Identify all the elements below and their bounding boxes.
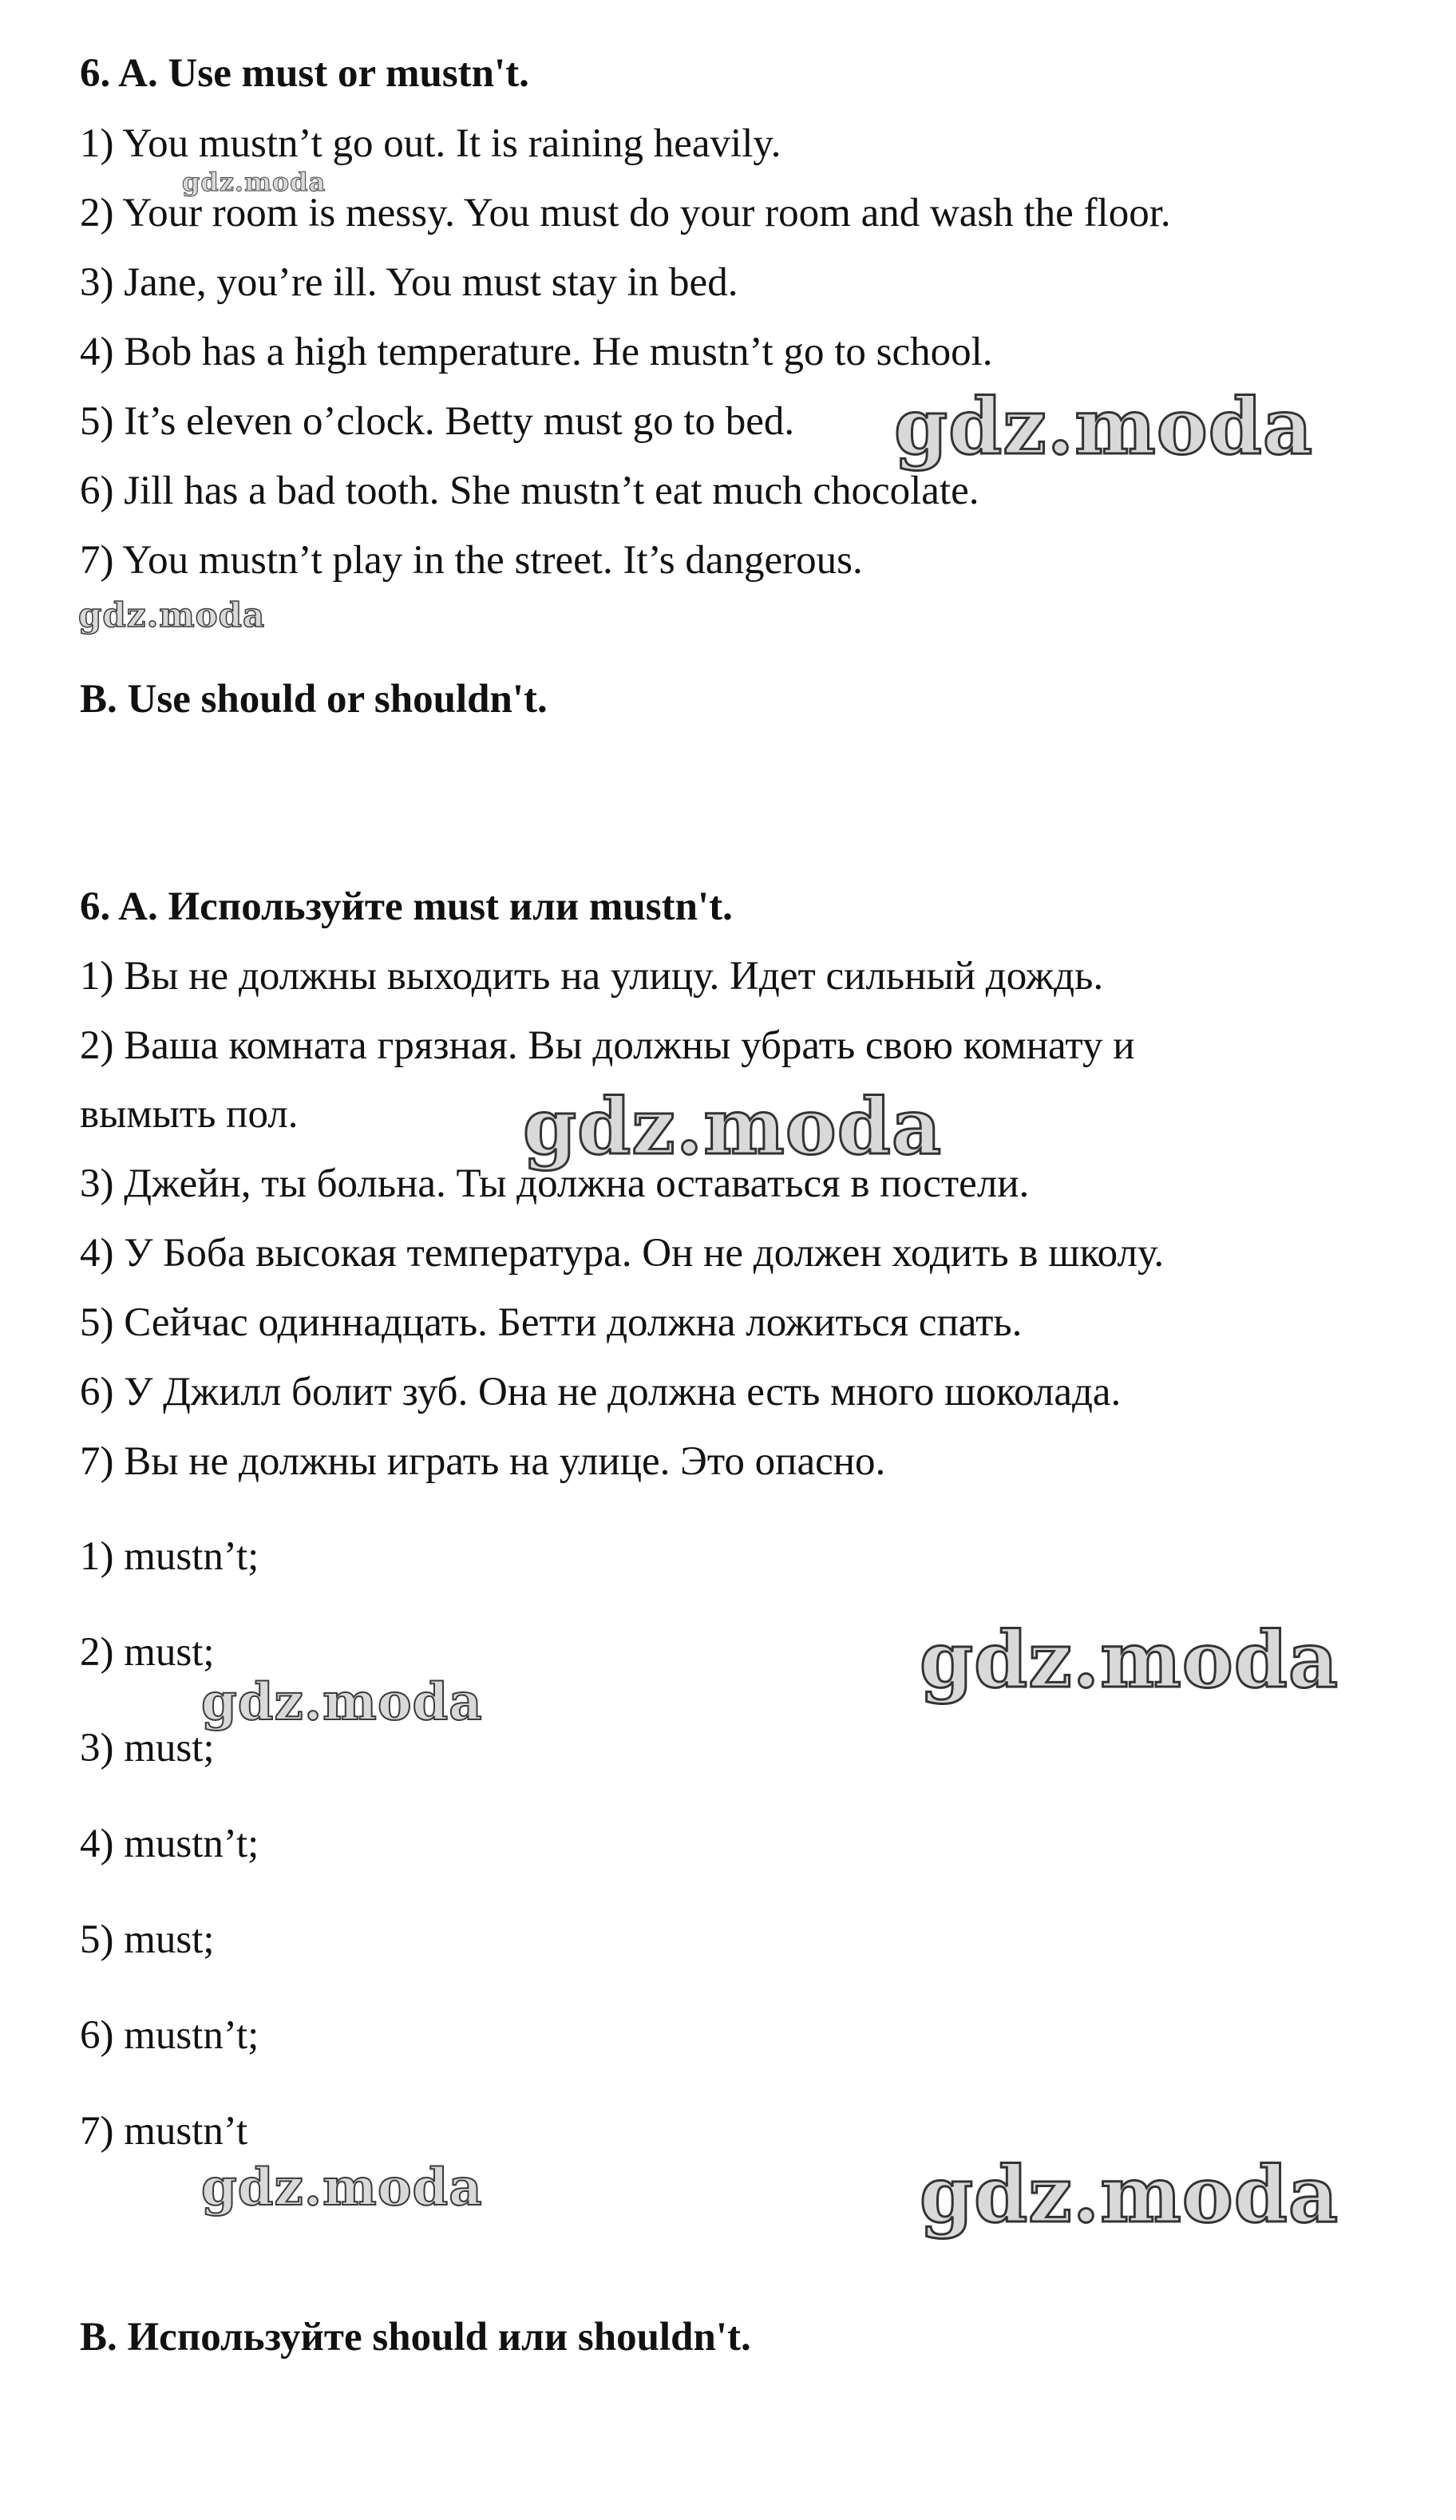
- russian-heading-b: B. Используйте should или shouldn't.: [80, 2315, 751, 2360]
- russian-sentence: 4) У Боба высокая температура. Он не должен ходить в школу.: [80, 1231, 1165, 1276]
- russian-sentence: 6) У Джилл болит зуб. Она не должна есть много шоколада.: [80, 1370, 1122, 1414]
- english-heading-a: 6. A. Use must or mustn't.: [80, 51, 529, 96]
- russian-sentence: 3) Джейн, ты больна. Ты должна оставаться в постели.: [80, 1161, 1030, 1206]
- watermark: gdz.moda: [920, 2150, 1339, 2240]
- answer-item: 3) must;: [80, 1726, 215, 1770]
- english-sentence: 1) You mustn’t go out. It is raining heavily.: [80, 121, 781, 166]
- english-sentence: 3) Jane, you’re ill. You must stay in bed.: [80, 260, 738, 305]
- english-sentence: 2) Your room is messy. You must do your room and wash the floor.: [80, 191, 1171, 235]
- watermark: gdz.moda: [201, 1672, 483, 1732]
- russian-sentence: 2) Ваша комната грязная. Вы должны убрать свою комнату и: [80, 1023, 1135, 1068]
- russian-sentence: 7) Вы не должны играть на улице. Это опасно.: [80, 1439, 886, 1484]
- russian-sentence: вымыть пол.: [80, 1092, 299, 1137]
- watermark: gdz.moda: [894, 382, 1314, 472]
- answer-item: 1) mustn’t;: [80, 1534, 259, 1579]
- watermark: gdz.moda: [182, 167, 326, 197]
- english-sentence: 6) Jill has a bad tooth. She mustn’t eat much chocolate.: [80, 469, 979, 513]
- english-sentence: 4) Bob has a high temperature. He mustn’t go to school.: [80, 330, 993, 374]
- watermark: gdz.moda: [201, 2158, 483, 2217]
- answer-item: 2) must;: [80, 1630, 215, 1675]
- answer-item: 6) mustn’t;: [80, 2013, 259, 2058]
- answer-item: 4) mustn’t;: [80, 1822, 259, 1866]
- watermark: gdz.moda: [920, 1615, 1339, 1705]
- english-sentence: 7) You mustn’t play in the street. It’s dangerous.: [80, 538, 863, 583]
- watermark: gdz.moda: [78, 595, 266, 635]
- russian-sentence: 1) Вы не должны выходить на улицу. Идет сильный дождь.: [80, 954, 1104, 999]
- answer-item: 5) must;: [80, 1917, 215, 1962]
- watermark: gdz.moda: [523, 1082, 943, 1172]
- russian-sentence: 5) Сейчас одиннадцать. Бетти должна ложиться спать.: [80, 1300, 1023, 1345]
- russian-heading-a: 6. A. Используйте must или mustn't.: [80, 884, 733, 929]
- answer-item: 7) mustn’t: [80, 2109, 248, 2154]
- english-sentence: 5) It’s eleven o’clock. Betty must go to bed.: [80, 399, 795, 444]
- english-heading-b: B. Use should or shouldn't.: [80, 677, 548, 722]
